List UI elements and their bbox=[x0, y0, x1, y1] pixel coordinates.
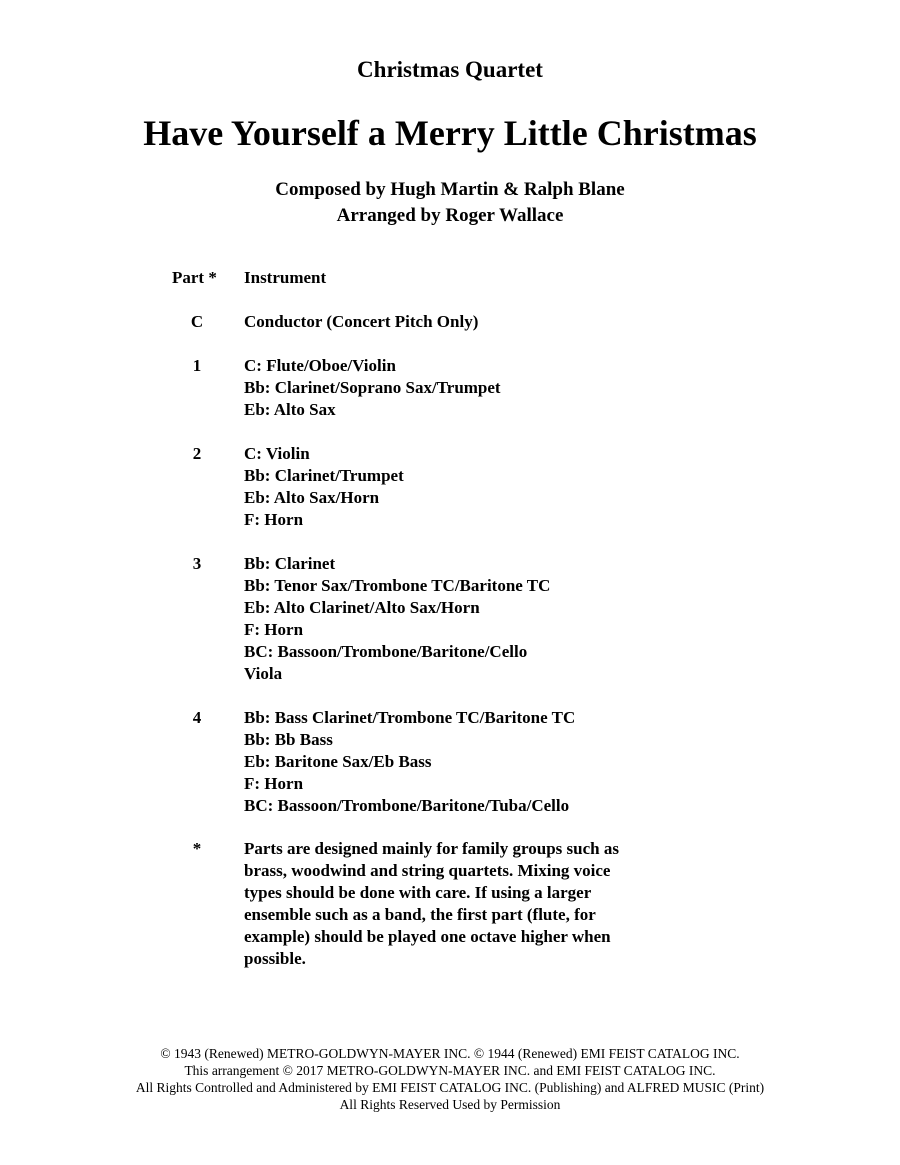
instrument-line: C: Flute/Oboe/Violin bbox=[244, 356, 396, 375]
instrument-line: Viola bbox=[244, 664, 283, 683]
instrument-line: Eb: Baritone Sax/Eb Bass bbox=[244, 752, 432, 771]
instrument-line: C: Violin bbox=[244, 444, 310, 463]
part-label-c: C bbox=[190, 312, 204, 331]
part-2-instruments bbox=[244, 443, 404, 531]
copyright-line: © 1943 (Renewed) METRO-GOLDWYN-MAYER INC. © 1944 (Renewed) EMI FEIST CATALOG INC. bbox=[160, 1046, 740, 1061]
part-c-instruments bbox=[244, 311, 478, 333]
footnote-line: possible. bbox=[244, 949, 306, 968]
footnote-text bbox=[244, 838, 684, 970]
instrument-line: F: Horn bbox=[244, 620, 304, 639]
instrument-line: Bb: Clarinet bbox=[244, 554, 336, 573]
composer-credit: Composed by Hugh Martin & Ralph Blane bbox=[275, 179, 625, 200]
part-label-1: 1 bbox=[192, 356, 202, 375]
footnote-line: Parts are designed mainly for family groups such as bbox=[244, 839, 619, 858]
instrument-line: Bb: Bb Bass bbox=[244, 730, 333, 749]
instrument-line: F: Horn bbox=[244, 774, 304, 793]
instrument-line: Conductor (Concert Pitch Only) bbox=[244, 312, 479, 331]
part-label-3: 3 bbox=[192, 554, 202, 573]
copyright-line: This arrangement © 2017 METRO-GOLDWYN-MAYER INC. and EMI FEIST CATALOG INC. bbox=[184, 1063, 716, 1078]
instrument-line: Bb: Tenor Sax/Trombone TC/Baritone TC bbox=[244, 576, 551, 595]
instrument-column-header: Instrument bbox=[244, 268, 327, 287]
instrument-line: F: Horn bbox=[244, 510, 304, 529]
part-label-2: 2 bbox=[192, 444, 202, 463]
instrument-line: Bb: Clarinet/Trumpet bbox=[244, 466, 404, 485]
instrument-line: Bb: Bass Clarinet/Trombone TC/Baritone TC bbox=[244, 708, 576, 727]
footnote-line: brass, woodwind and string quartets. Mixing voice bbox=[244, 861, 611, 880]
instrument-line: BC: Bassoon/Trombone/Baritone/Cello bbox=[244, 642, 528, 661]
footnote-line: types should be done with care. If using a larger bbox=[244, 883, 592, 902]
instrument-line: Eb: Alto Sax bbox=[244, 400, 336, 419]
part-label-4: 4 bbox=[192, 708, 202, 727]
arranger-credit: Arranged by Roger Wallace bbox=[336, 205, 564, 226]
part-4-instruments bbox=[244, 707, 575, 817]
copyright-line: All Rights Controlled and Administered by EMI FEIST CATALOG INC. (Publishing) and ALFRED MUSIC (Print) bbox=[135, 1080, 765, 1095]
part-column-header: Part * bbox=[172, 268, 217, 287]
series-title: Christmas Quartet bbox=[357, 57, 543, 82]
footnote-marker: * bbox=[192, 839, 202, 858]
instrument-line: Eb: Alto Clarinet/Alto Sax/Horn bbox=[244, 598, 480, 617]
instrument-line: Bb: Clarinet/Soprano Sax/Trumpet bbox=[244, 378, 501, 397]
part-3-instruments bbox=[244, 553, 550, 685]
copyright-notice bbox=[0, 1045, 900, 1113]
instrument-line: Eb: Alto Sax/Horn bbox=[244, 488, 380, 507]
footnote-line: example) should be played one octave higher when bbox=[244, 927, 611, 946]
footnote-line: ensemble such as a band, the first part (flute, for bbox=[244, 905, 596, 924]
instrument-line: BC: Bassoon/Trombone/Baritone/Tuba/Cello bbox=[244, 796, 570, 815]
part-1-instruments bbox=[244, 355, 501, 421]
song-title: Have Yourself a Merry Little Christmas bbox=[143, 113, 757, 153]
copyright-line: All Rights Reserved Used by Permission bbox=[339, 1097, 561, 1112]
